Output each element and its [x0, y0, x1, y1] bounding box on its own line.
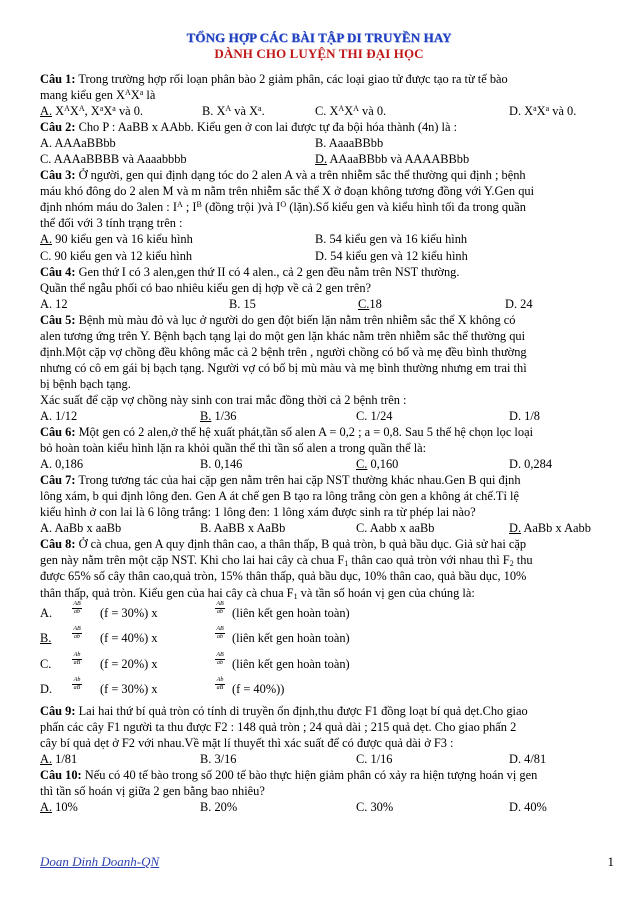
- question-8-option-a: A. $\frac{AB}{ab}$ (f = 30%) x $\frac{AB}{ab}$ (liên kết gen hoàn toàn): [40, 600, 350, 620]
- question-10-option-d: D. 40%: [509, 799, 547, 814]
- question-10-option-b: B. 20%: [200, 799, 238, 814]
- question-9-line-1: Câu 9: Lai hai thứ bí quả tròn có tính di truyền ổn định,thu được F1 đồng loạt bí quả dẹt.Cho giao: [40, 703, 528, 718]
- document-title: TỔNG HỢP CÁC BÀI TẬP DI TRUYỀN HAY: [186, 30, 452, 45]
- genotype-fraction: $\frac{Ab}{aB}$: [73, 651, 81, 666]
- question-9-option-c: C. 1/16: [356, 751, 393, 766]
- question-4-number: Câu 4:: [40, 264, 76, 279]
- question-1-line-2: mang kiểu gen $X^AX^a$ là: [40, 88, 156, 103]
- question-6-line-2: bỏ hoàn toàn kiểu hình lặn ra khỏi quần thể thì tần số alen a trong quần thể là:: [40, 441, 427, 456]
- question-1-options: [40, 103, 614, 119]
- question-3-options-row-1: [40, 231, 614, 247]
- question-10-options: [40, 799, 614, 815]
- genotype-fraction: $\frac{AB}{ab}$: [216, 600, 224, 615]
- question-1-number: Câu 1:: [40, 72, 76, 86]
- question-4-line-1: Câu 4: Gen thứ I có 3 alen,gen thứ II có 4 alen., cả 2 gen đều nằm trên NST thường.: [40, 264, 460, 279]
- question-7-option-b: B. AaBB x AaBb: [200, 521, 286, 536]
- question-1-option-d: D. $X^aX^a$ và 0.: [509, 104, 577, 119]
- question-8-option-d: D. $\frac{Ab}{aB}$ (f = 30%) x $\frac{Ab}{aB}$ (f = 40%)): [40, 677, 285, 697]
- question-2-option-d: D. AAaaBBbb và AAAABBbb: [315, 152, 470, 167]
- question-9-option-d: D. 4/81: [509, 751, 547, 766]
- question-2-number: Câu 2:: [40, 120, 76, 135]
- question-9-line-3: cây bí quả dẹt ở F2 với nhau.Về mặt lí thuyết thì xác suất để có được quả dài ở F3 :: [40, 735, 454, 750]
- question-3-option-c: C. 90 kiểu gen và 12 kiểu hình: [40, 248, 193, 263]
- question-2-options-row-1: [40, 135, 614, 151]
- question-7-option-a: A. AaBb x aaBb: [40, 521, 122, 536]
- question-4-option-a: A. 12: [40, 296, 68, 311]
- question-4-option-c: C.18: [358, 296, 382, 311]
- question-10-line-1: Câu 10: Nếu có 40 tế bào trong số 200 tế bào thực hiện giảm phân có xảy ra hiện tượng hoán vị gen: [40, 767, 538, 782]
- question-5-line-1: Câu 5: Bệnh mù màu đỏ và lục ở người do gen đột biến lặn nằm trên nhiễm sắc thể X không có: [40, 312, 516, 327]
- question-3-line-2: máu khó đông do 2 alen M và m nằm trên nhiễm sắc thể X ở đoạn không tương đồng với Y.Gen qui: [40, 184, 535, 199]
- question-3-option-b: B. 54 kiểu gen và 16 kiểu hình: [315, 232, 468, 247]
- question-3-line-3: định nhóm máu do 3alen : $I^A$ ; $I^B$ (đồng trội )và $I^O$ (lặn).Số kiểu gen và kiểu hình tối đa trong quần: [40, 200, 526, 215]
- question-2-option-c: C. AAAaBBBB và Aaaabbbb: [40, 152, 187, 167]
- question-2-option-b: B. AaaaBBbb: [315, 136, 384, 151]
- question-8-line-4: thân thấp, quả tròn. Kiểu gen của hai cây cà chua $F_1$ và tần số hoán vị gen của chúng là:: [40, 585, 475, 601]
- question-8-option-d-label: D.: [40, 682, 53, 697]
- question-9-option-b: B. 3/16: [200, 751, 237, 766]
- question-4-option-d: D. 24: [505, 296, 533, 311]
- question-3-option-a: A. 90 kiểu gen và 16 kiểu hình: [40, 232, 193, 247]
- question-6-option-b: B. 0,146: [200, 457, 243, 472]
- question-8-option-b-label: B.: [40, 631, 52, 646]
- question-4-option-b: B. 15: [229, 296, 256, 311]
- question-9-number: Câu 9:: [40, 703, 76, 718]
- question-5-line-5: bị bệnh bạch tạng.: [40, 376, 131, 391]
- question-1-option-a: A. $X^AX^A$, $X^aX^a$ và 0.: [40, 104, 144, 119]
- page-footer: [40, 854, 614, 870]
- question-8-line-3: được 65% số cây thân cao,quả tròn, 15% thân thấp, quả bầu dục, 10% thân cao, quả bầu dục, 10%: [40, 569, 527, 584]
- question-10-option-a: A. 10%: [40, 799, 78, 814]
- question-7-option-d: D. AaBb x Aabb: [509, 521, 591, 536]
- document-subtitle: DÀNH CHO LUYỆN THI ĐẠI HỌC: [214, 46, 424, 61]
- question-2-stem: Câu 2: Cho P : AaBB x AAbb. Kiểu gen ở con lai được tự đa bội hóa thành (4n) là :: [40, 120, 458, 135]
- question-6-option-a: A. 0,186: [40, 457, 84, 472]
- question-5-line-4: nhưng có cô em gái bị bạch tạng. Người vợ có bố bị mù màu và mẹ bình thường nhưng em trai thì: [40, 360, 527, 375]
- question-5-line-2: alen tương ứng trên Y. Bệnh bạch tạng lại do một gen lặn khác nằm trên nhiễm sắc thể thường qui: [40, 328, 526, 343]
- question-5-line-6: Xác suất để cặp vợ chồng này sinh con trai mắc đồng thời cả 2 bệnh trên :: [40, 392, 407, 407]
- question-7-number: Câu 7:: [40, 473, 76, 488]
- question-3-number: Câu 3:: [40, 168, 76, 183]
- question-7-line-2: lông xám, b qui định lông đen. Gen A át chế gen B tạo ra lông trắng còn gen a không át chế.Tỉ lệ: [40, 489, 519, 504]
- question-4-line-2: Quần thể ngẫu phối có bao nhiêu kiểu gen dị hợp về cả 2 gen trên?: [40, 280, 372, 295]
- question-3-options-row-2: [40, 248, 614, 264]
- document-body: [40, 71, 614, 815]
- question-8-option-c-label: C.: [40, 656, 52, 671]
- question-7-option-c: C. Aabb x aaBb: [356, 521, 435, 536]
- question-7-line-3: kiểu hình ở con lai là 6 lông trắng: 1 lông đen: 1 lông xám được sinh ra từ phép lai nào?: [40, 505, 476, 520]
- question-5-option-b: B. 1/36: [200, 408, 237, 423]
- question-9-line-2: phấn các cây F1 người ta thu được F2 : 148 quả tròn ; 24 quả dài ; 215 quả dẹt. Cho giao phấn 2: [40, 719, 517, 734]
- genotype-fraction: $\frac{Ab}{aB}$: [216, 677, 224, 692]
- question-2-option-a: A. AAAaBBbb: [40, 136, 116, 151]
- question-4-options: [40, 296, 614, 312]
- question-10-option-c: C. 30%: [356, 799, 394, 814]
- page-number: 1: [607, 854, 614, 869]
- question-6-option-c: C. 0,160: [356, 457, 399, 472]
- question-7-line-1: Câu 7: Trong tương tác của hai cặp gen nằm trên hai cặp NST thường khác nhau.Gen B qui định: [40, 473, 521, 488]
- genotype-fraction: $\frac{AB}{ab}$: [73, 600, 81, 615]
- genotype-fraction: $\frac{Ab}{aB}$: [73, 677, 81, 692]
- question-1-option-c: C. $X^AX^A$ và 0.: [315, 104, 387, 119]
- question-5-number: Câu 5:: [40, 312, 76, 327]
- question-8-number: Câu 8:: [40, 537, 76, 552]
- question-3-option-d: D. 54 kiểu gen và 12 kiểu hình: [315, 248, 468, 263]
- question-6-line-1: Câu 6: Một gen có 2 alen,ở thế hệ xuất phát,tần số alen A = 0,2 ; a = 0,8. Sau 5 thế hệ chọn lọc loại: [40, 425, 534, 440]
- question-10-line-2: thì tần số hoán vị giữa 2 gen bằng bao nhiêu?: [40, 783, 265, 798]
- genotype-fraction: $\frac{AB}{ab}$: [216, 651, 224, 666]
- question-8-option-a-label: A.: [40, 605, 53, 620]
- question-1-line-1: Câu 1: Trong trường hợp rối loạn phân bào 2 giảm phân, các loại giao tử được tạo ra từ tế bào: [40, 72, 508, 86]
- question-6-option-d: D. 0,284: [509, 457, 553, 472]
- question-3-line-1: Câu 3: Ở người, gen qui định dạng tóc do 2 alen A và a trên nhiễm sắc thể thường qui định ; bệnh: [40, 168, 526, 183]
- question-5-option-d: D. 1/8: [509, 408, 540, 423]
- question-7-options: [40, 520, 614, 536]
- question-10-number: Câu 10:: [40, 767, 82, 782]
- question-1-option-b: B. $X^A$ và $X^a$.: [202, 104, 265, 119]
- question-9-option-a: A. 1/81: [40, 751, 78, 766]
- question-8-line-2: gen này nằm trên một cặp NST. Khi cho lai hai cây cà chua $F_1$ thân cao quả tròn với nhau thì $F_2$ thu: [40, 553, 533, 569]
- question-2-options-row-2: [40, 151, 614, 167]
- question-6-options: [40, 456, 614, 472]
- genotype-fraction: $\frac{AB}{ab}$: [216, 626, 224, 641]
- question-5-options: [40, 408, 614, 424]
- question-5-option-c: C. 1/24: [356, 408, 393, 423]
- question-8-line-1: Câu 8: Ở cà chua, gen A quy định thân cao, a thân thấp, B quả tròn, b quả bầu dục. Giả sử hai cặp: [40, 537, 527, 552]
- genotype-fraction: $\frac{AB}{ab}$: [73, 626, 81, 641]
- question-3-line-4: thể đối với 3 tính trạng trên :: [40, 216, 183, 231]
- question-5-line-3: định.Một cặp vợ chồng đều không mắc cả 2 bệnh trên , người chồng có bố và mẹ đều bình thường: [40, 344, 527, 359]
- question-8-option-b: B. $\frac{AB}{ab}$ (f = 40%) x $\frac{AB}{ab}$ (liên kết gen hoàn toàn): [40, 626, 350, 646]
- question-8-option-c: C. $\frac{Ab}{aB}$ (f = 20%) x $\frac{AB}{ab}$ (liên kết gen hoàn toàn): [40, 651, 350, 671]
- question-5-option-a: A. 1/12: [40, 408, 78, 423]
- author-name: Doan Dinh Doanh-QN: [40, 854, 160, 869]
- question-6-number: Câu 6:: [40, 425, 76, 440]
- question-9-options: [40, 751, 614, 767]
